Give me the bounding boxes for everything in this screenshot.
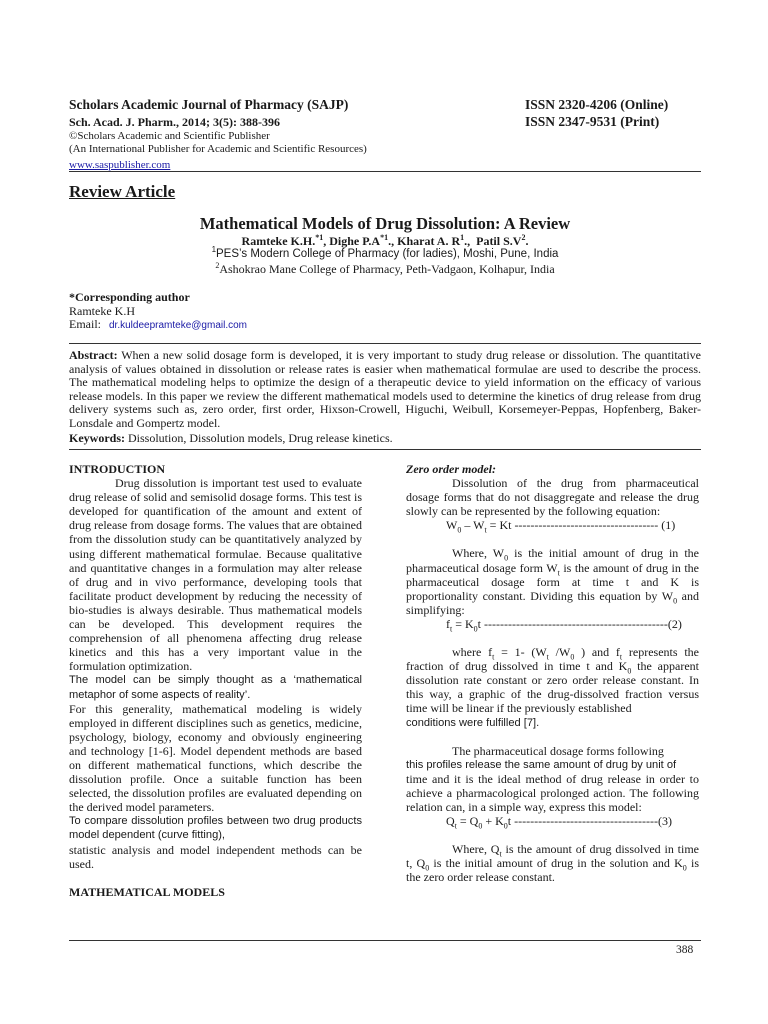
author-name: Patil S.V bbox=[476, 234, 522, 248]
email-link[interactable]: dr.kuldeepramteke@gmail.com bbox=[109, 320, 247, 331]
profile-paragraph-cont: time and it is the ideal method of drug release in order to achieve a pharmacological prolonged action. The following relation can, in a simple way, express this model: bbox=[406, 771, 699, 814]
introduction-paragraph: Drug dissolution is important test used to evaluate drug release of solid and semisolid dosage forms. This test is developed for quantification of the amount and extent of drug release from dosage forms. The values that are obtained from the dissolution study can be quantitatively analyzed by using different mathematical formulae. Because qualitative and quantitative changes in a formulation may alter release of drug and in vivo performance, developing tools that facilitate product development by reducing the necessity of bio-studies is always desirable. Thus mathematical models can be developed. This development requires the comprehension of all phenomena affecting drug release kinetics and this has a very important value in the formulation optimization. bbox=[69, 476, 363, 674]
abstract-label: Abstract: bbox=[69, 348, 118, 362]
corresponding-author-name: Ramteke K.H bbox=[69, 303, 135, 318]
author-name: Dighe P.A bbox=[329, 234, 381, 248]
citation-line: conditions were fulfilled [7]. bbox=[406, 716, 540, 729]
issn-print: ISSN 2347-9531 (Print) bbox=[525, 114, 660, 129]
affiliation-number: 2 bbox=[215, 261, 220, 270]
affiliation-text: PES’s Modern College of Pharmacy (for ladies), Moshi, Pune, India bbox=[216, 248, 559, 260]
equation-1-explanation: Where, $W_0$ is the initial amount of drug in the pharmaceutical dosage form $W_t$ is the amount of drug in the pharmaceutical dosage form at time t and K is proportionality constant. Dividing this equation by $W_0$ and simplifying: bbox=[406, 546, 700, 617]
abstract bbox=[69, 349, 701, 431]
journal-title: Scholars Academic Journal of Pharmacy (SAJP) bbox=[69, 97, 349, 112]
copyright: ©Scholars Academic and Scientific Publisher bbox=[69, 130, 270, 142]
footer-rule bbox=[69, 940, 701, 941]
introduction-paragraph-cont: For this generality, mathematical modeling is widely employed in different disciplines such as genetics, medicine, psychology, biology, economy and obviously engineering and technology [1-6]. Model dependent methods are based on different mathematical functions, which describe the dissolution profile. Once a suitable function has been selected, the dissolution profiles are evaluated depending on the derived model parameters. bbox=[69, 701, 362, 815]
affiliation-2 bbox=[69, 262, 701, 277]
affiliation-number: 1 bbox=[211, 245, 217, 255]
author-affil-mark: 2 bbox=[521, 233, 526, 242]
abstract-top-rule bbox=[69, 343, 701, 344]
comparison-paragraph: To compare dissolution profiles between two drug products model dependent (curve fitting), bbox=[69, 815, 362, 842]
corresponding-author-block bbox=[69, 291, 247, 333]
author-list: Ramteke K.H.$^{*1}$, Dighe $P.A^{*1}$., Kharat A. $R^1$., Patil $S.V^2$. bbox=[241, 233, 529, 248]
page-number: 388 bbox=[676, 944, 694, 956]
journal-header bbox=[69, 96, 701, 173]
citation: Sch. Acad. J. Pharm., 2014; 3(5): 388-396 bbox=[69, 115, 280, 129]
profile-paragraph-start: The pharmaceutical dosage forms following bbox=[452, 743, 664, 758]
equation-1: $W_0 - W_t = Kt$ ------------------------------------ (1) bbox=[446, 518, 676, 535]
header-rule bbox=[69, 171, 701, 172]
corresponding-author-label: *Corresponding author bbox=[69, 290, 190, 304]
right-column bbox=[406, 462, 699, 884]
affiliation-1 bbox=[69, 245, 701, 260]
publisher-website-link[interactable]: www.saspublisher.com bbox=[69, 159, 171, 171]
abstract-bottom-rule bbox=[69, 449, 701, 450]
keywords-text: Dissolution, Dissolution models, Drug release kinetics. bbox=[128, 431, 393, 445]
affiliation-text: Ashokrao Mane College of Pharmacy, Peth-Vadgaon, Kolhapur, India bbox=[219, 262, 555, 276]
equation-3-explanation: Where, $Q_t$ is the amount of drug dissolved in time t, $Q_0$ is the initial amount of drug in the solution and $K_0$ is the zero order release constant. bbox=[406, 842, 700, 885]
equation-3: $Q_t = Q_0 + K_0t$ ------------------------------------(3) bbox=[446, 814, 672, 831]
keywords bbox=[69, 432, 701, 446]
author-affil-mark: 1 bbox=[460, 233, 465, 242]
left-column bbox=[69, 462, 362, 899]
email-label: Email: bbox=[69, 317, 101, 331]
article-type: Review Article bbox=[69, 182, 176, 201]
author-name: Ramteke K.H. bbox=[241, 234, 316, 248]
equation-2-explanation: where $f_t = 1-$ ($W_t$ $/W_0$ ) and $f_t$ represents the fraction of drug dissolved in time t and $K_0$ the apparent dissolution rate constant or zero order release constant. In this way, a graphic of the drug-dissolved fraction versus time will be linear if the previously established bbox=[406, 645, 699, 716]
zero-order-paragraph: Dissolution of the drug from pharmaceutical dosage forms that do not disaggregate and release the drug slowly can be represented by the following equation: bbox=[406, 476, 699, 519]
author-affil-mark: *1 bbox=[380, 233, 389, 242]
abstract-text: When a new solid dosage form is developed, it is very important to study drug release or dissolution. The quantitative analysis of values obtained in dissolution or release rates is easier when mathematical formulae are used to describe the process. The mathematical modeling helps to optimize the design of a therapeutic device to yield information on the efficacy of various release models. In this paper we review the different mathematical models used to determine the kinetics of drug release from drug delivery systems such as, zero order, first order, Hixson-Crowell, Higuchi, Weibull, Korsemeyer-Peppas, Hopfenberg, Baker-Lonsdale and Gompertz model. bbox=[69, 348, 701, 430]
author-name: Kharat A. R bbox=[397, 234, 461, 248]
article-title: Mathematical Models of Drug Dissolution: A Review bbox=[199, 214, 571, 233]
author-affil-mark: *1 bbox=[315, 233, 324, 242]
mathematical-models-heading: MATHEMATICAL MODELS bbox=[69, 884, 225, 899]
introduction-heading: INTRODUCTION bbox=[69, 462, 166, 476]
introduction-quote: The model can be simply thought as a ‘mathematical metaphor of some aspects of reality’. bbox=[69, 674, 362, 701]
publisher: (An International Publisher for Academic and Scientific Resources) bbox=[69, 142, 367, 155]
zero-order-heading: Zero order model: bbox=[406, 462, 496, 476]
profile-paragraph-line: this profiles release the same amount of drug by unit of bbox=[406, 758, 677, 771]
equation-2: $f_t = K_0t$ ----------------------------------------------(2) bbox=[446, 616, 682, 634]
comparison-paragraph-cont: statistic analysis and model independent methods can be used. bbox=[69, 842, 362, 871]
issn-online: ISSN 2320-4206 (Online) bbox=[525, 97, 669, 112]
keywords-label: Keywords: bbox=[69, 431, 125, 445]
